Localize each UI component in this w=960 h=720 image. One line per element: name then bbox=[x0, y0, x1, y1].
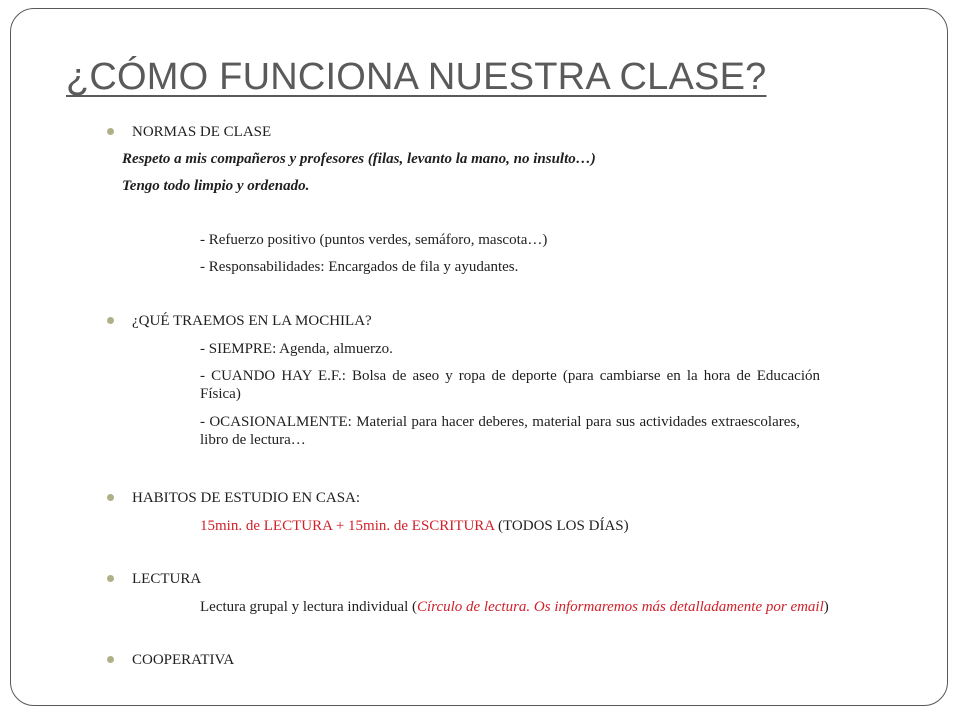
lectura-detail bbox=[200, 598, 829, 616]
mochila-ocasionalmente: - OCASIONALMENTE: Material para hacer deberes, material para sus actividades extraescolares, libro de lectura… bbox=[200, 414, 800, 448]
normas-responsabilidades: - Responsabilidades: Encargados de fila y ayudantes. bbox=[200, 259, 519, 275]
lectura-text-post: ) bbox=[823, 599, 829, 615]
habitos-time-text: 15min. de LECTURA + 15min. de ESCRITURA bbox=[200, 518, 495, 534]
cooperativa-heading: COOPERATIVA bbox=[132, 652, 235, 668]
habitos-detail bbox=[200, 517, 629, 535]
normas-heading: NORMAS DE CLASE bbox=[132, 124, 272, 140]
mochila-ef: - CUANDO HAY E.F.: Bolsa de aseo y ropa de deporte (para cambiarse en la hora de Educación Física) bbox=[200, 368, 820, 402]
habitos-frequency: (TODOS LOS DÍAS) bbox=[494, 518, 629, 534]
lectura-heading: LECTURA bbox=[132, 571, 202, 587]
mochila-heading: ¿QUÉ TRAEMOS EN LA MOCHILA? bbox=[132, 313, 372, 329]
bullet-normas bbox=[107, 128, 114, 135]
bullet-cooperativa bbox=[107, 656, 114, 663]
normas-rule-clean: Tengo todo limpio y ordenado. bbox=[122, 178, 310, 194]
lectura-circulo-note: Círculo de lectura. Os informaremos más detalladamente por email bbox=[417, 599, 824, 615]
mochila-siempre: - SIEMPRE: Agenda, almuerzo. bbox=[200, 341, 393, 357]
normas-rule-respect: Respeto a mis compañeros y profesores (filas, levanto la mano, no insulto…) bbox=[122, 151, 596, 167]
habitos-heading: HABITOS DE ESTUDIO EN CASA: bbox=[132, 490, 361, 506]
bullet-lectura bbox=[107, 575, 114, 582]
slide-title: ¿CÓMO FUNCIONA NUESTRA CLASE? bbox=[66, 56, 767, 98]
normas-refuerzo: - Refuerzo positivo (puntos verdes, semáforo, mascota…) bbox=[200, 232, 548, 248]
bullet-habitos bbox=[107, 494, 114, 501]
bullet-mochila bbox=[107, 317, 114, 324]
lectura-text-pre: Lectura grupal y lectura individual ( bbox=[200, 599, 417, 615]
